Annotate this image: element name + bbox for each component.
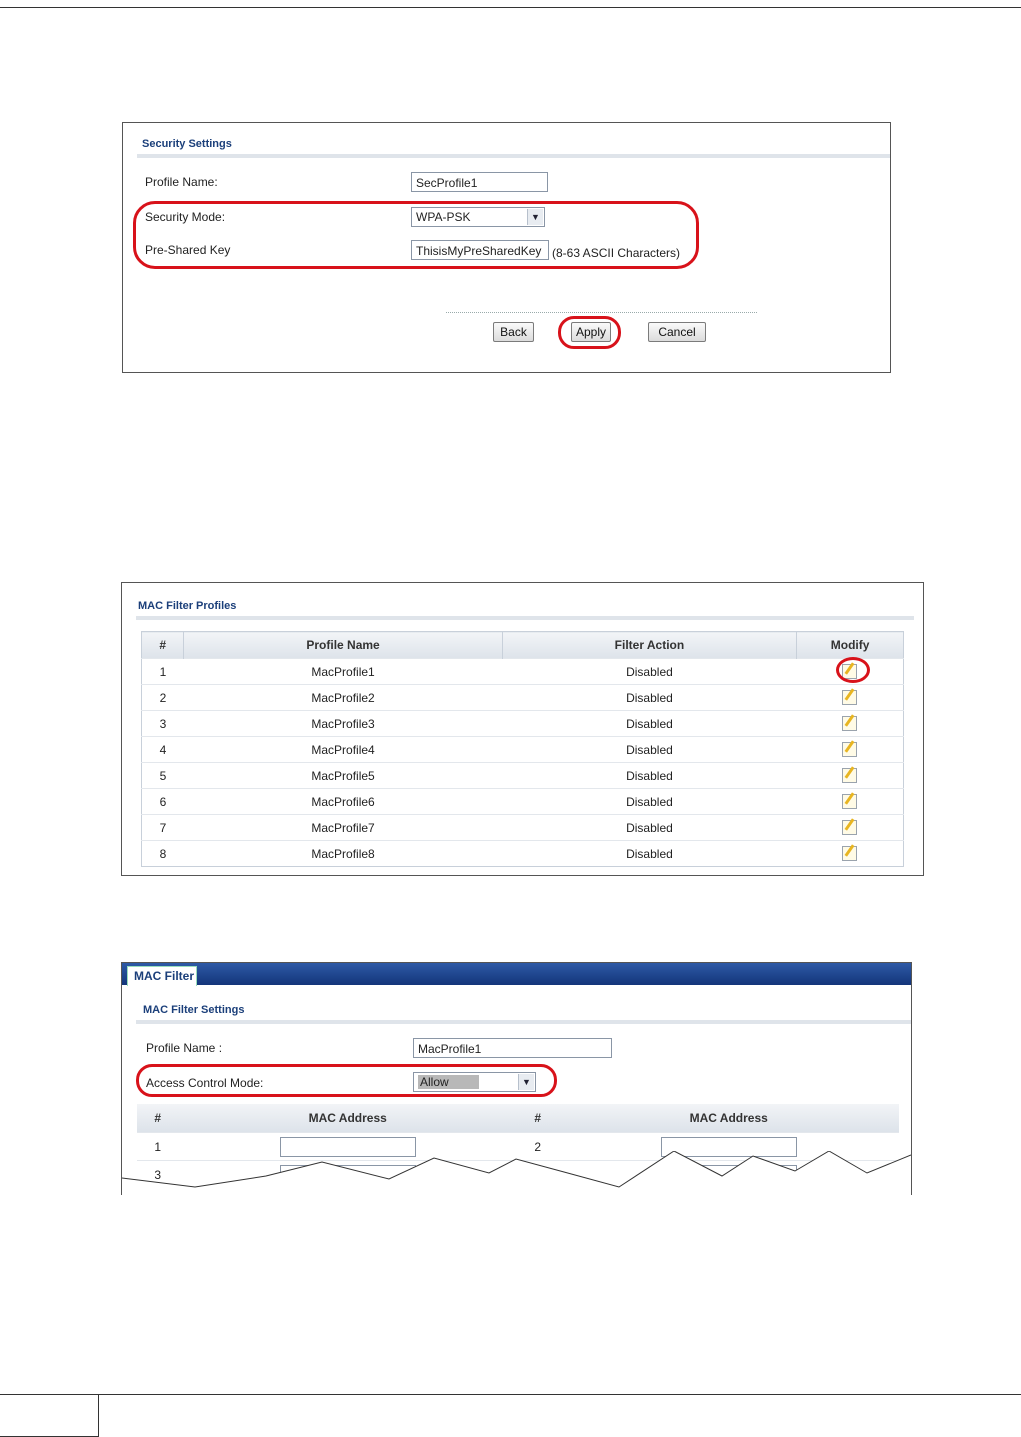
row-num-left: 1 [137, 1133, 178, 1161]
edit-icon[interactable] [842, 716, 857, 731]
access-mode-select[interactable] [413, 1072, 536, 1092]
chevron-down-icon: ▼ [518, 1074, 534, 1090]
row-num: 8 [142, 841, 184, 867]
row-filter-action: Disabled [502, 815, 796, 841]
profile-name-label: Profile Name: [145, 175, 218, 189]
section-title-rule [136, 1020, 911, 1024]
row-filter-action: Disabled [502, 711, 796, 737]
security-settings-panel [122, 122, 891, 373]
row-num: 5 [142, 763, 184, 789]
table-row [142, 737, 904, 763]
row-modify-cell [797, 841, 904, 867]
table-row [142, 685, 904, 711]
row-filter-action: Disabled [502, 685, 796, 711]
row-modify-cell [797, 815, 904, 841]
col-profile-name: Profile Name [184, 632, 502, 659]
table-row [142, 659, 904, 685]
row-num: 7 [142, 815, 184, 841]
edit-icon[interactable] [842, 794, 857, 809]
row-filter-action: Disabled [502, 763, 796, 789]
psk-label: Pre-Shared Key [145, 243, 231, 257]
row-filter-action: Disabled [502, 841, 796, 867]
row-profile-name: MacProfile4 [184, 737, 502, 763]
edit-icon[interactable] [842, 846, 857, 861]
profile-name-label: Profile Name : [146, 1041, 223, 1055]
row-modify-cell [797, 685, 904, 711]
psk-input[interactable]: ThisisMyPreSharedKey [411, 240, 549, 260]
page-header-rule [0, 7, 1021, 8]
col-mac-left: MAC Address [178, 1104, 517, 1133]
access-mode-value: Allow [418, 1075, 479, 1089]
psk-hint: (8-63 ASCII Characters) [552, 246, 681, 260]
section-title: MAC Filter Profiles [138, 600, 237, 612]
row-modify-cell [797, 737, 904, 763]
row-num: 4 [142, 737, 184, 763]
tab-bar [122, 963, 911, 985]
edit-icon[interactable] [842, 768, 857, 783]
row-num: 2 [142, 685, 184, 711]
row-profile-name: MacProfile8 [184, 841, 502, 867]
security-mode-select[interactable] [411, 207, 545, 227]
col-modify: Modify [797, 632, 904, 659]
cancel-button[interactable]: Cancel [648, 322, 706, 342]
row-profile-name: MacProfile6 [184, 789, 502, 815]
row-num-right: 2 [517, 1133, 558, 1161]
back-button[interactable]: Back [493, 322, 534, 342]
section-title-rule [136, 616, 914, 620]
table-row [142, 711, 904, 737]
row-modify-cell [797, 763, 904, 789]
security-mode-value: WPA-PSK [416, 210, 471, 224]
row-profile-name: MacProfile1 [184, 659, 502, 685]
button-divider [446, 312, 757, 313]
edit-icon[interactable] [842, 820, 857, 835]
apply-button[interactable]: Apply [571, 322, 611, 342]
edit-icon[interactable] [842, 664, 857, 679]
profile-name-input[interactable]: MacProfile1 [413, 1038, 612, 1058]
col-num-right: # [517, 1104, 558, 1133]
profile-name-input[interactable]: SecProfile1 [411, 172, 548, 192]
row-filter-action: Disabled [502, 789, 796, 815]
page-number-box [0, 1394, 99, 1437]
table-row [142, 763, 904, 789]
row-num: 3 [142, 711, 184, 737]
row-num-left: 3 [137, 1161, 178, 1189]
row-modify-cell [797, 711, 904, 737]
col-num-left: # [137, 1104, 178, 1133]
row-filter-action: Disabled [502, 659, 796, 685]
page-footer-rule [0, 1394, 1021, 1395]
col-mac-right: MAC Address [558, 1104, 899, 1133]
col-filter-action: Filter Action [502, 632, 796, 659]
row-profile-name: MacProfile3 [184, 711, 502, 737]
mac-filter-panel [121, 962, 912, 1195]
section-title: Security Settings [142, 138, 232, 150]
row-num: 6 [142, 789, 184, 815]
table-row [142, 815, 904, 841]
row-profile-name: MacProfile2 [184, 685, 502, 711]
row-profile-name: MacProfile7 [184, 815, 502, 841]
edit-icon[interactable] [842, 742, 857, 757]
security-mode-label: Security Mode: [145, 210, 226, 224]
torn-edge [122, 1151, 911, 1195]
tab-mac-filter[interactable]: MAC Filter [127, 966, 197, 986]
row-modify-cell [797, 789, 904, 815]
access-mode-label: Access Control Mode: [146, 1076, 264, 1090]
row-filter-action: Disabled [502, 737, 796, 763]
col-num: # [142, 632, 184, 659]
row-profile-name: MacProfile5 [184, 763, 502, 789]
table-row [142, 841, 904, 867]
section-title: MAC Filter Settings [143, 1004, 245, 1016]
table-row [142, 789, 904, 815]
row-modify-cell [797, 659, 904, 685]
chevron-down-icon: ▼ [527, 209, 543, 225]
mac-filter-profiles-panel [121, 582, 924, 876]
profiles-table [141, 631, 904, 867]
section-title-rule [137, 154, 890, 158]
edit-icon[interactable] [842, 690, 857, 705]
row-num: 1 [142, 659, 184, 685]
